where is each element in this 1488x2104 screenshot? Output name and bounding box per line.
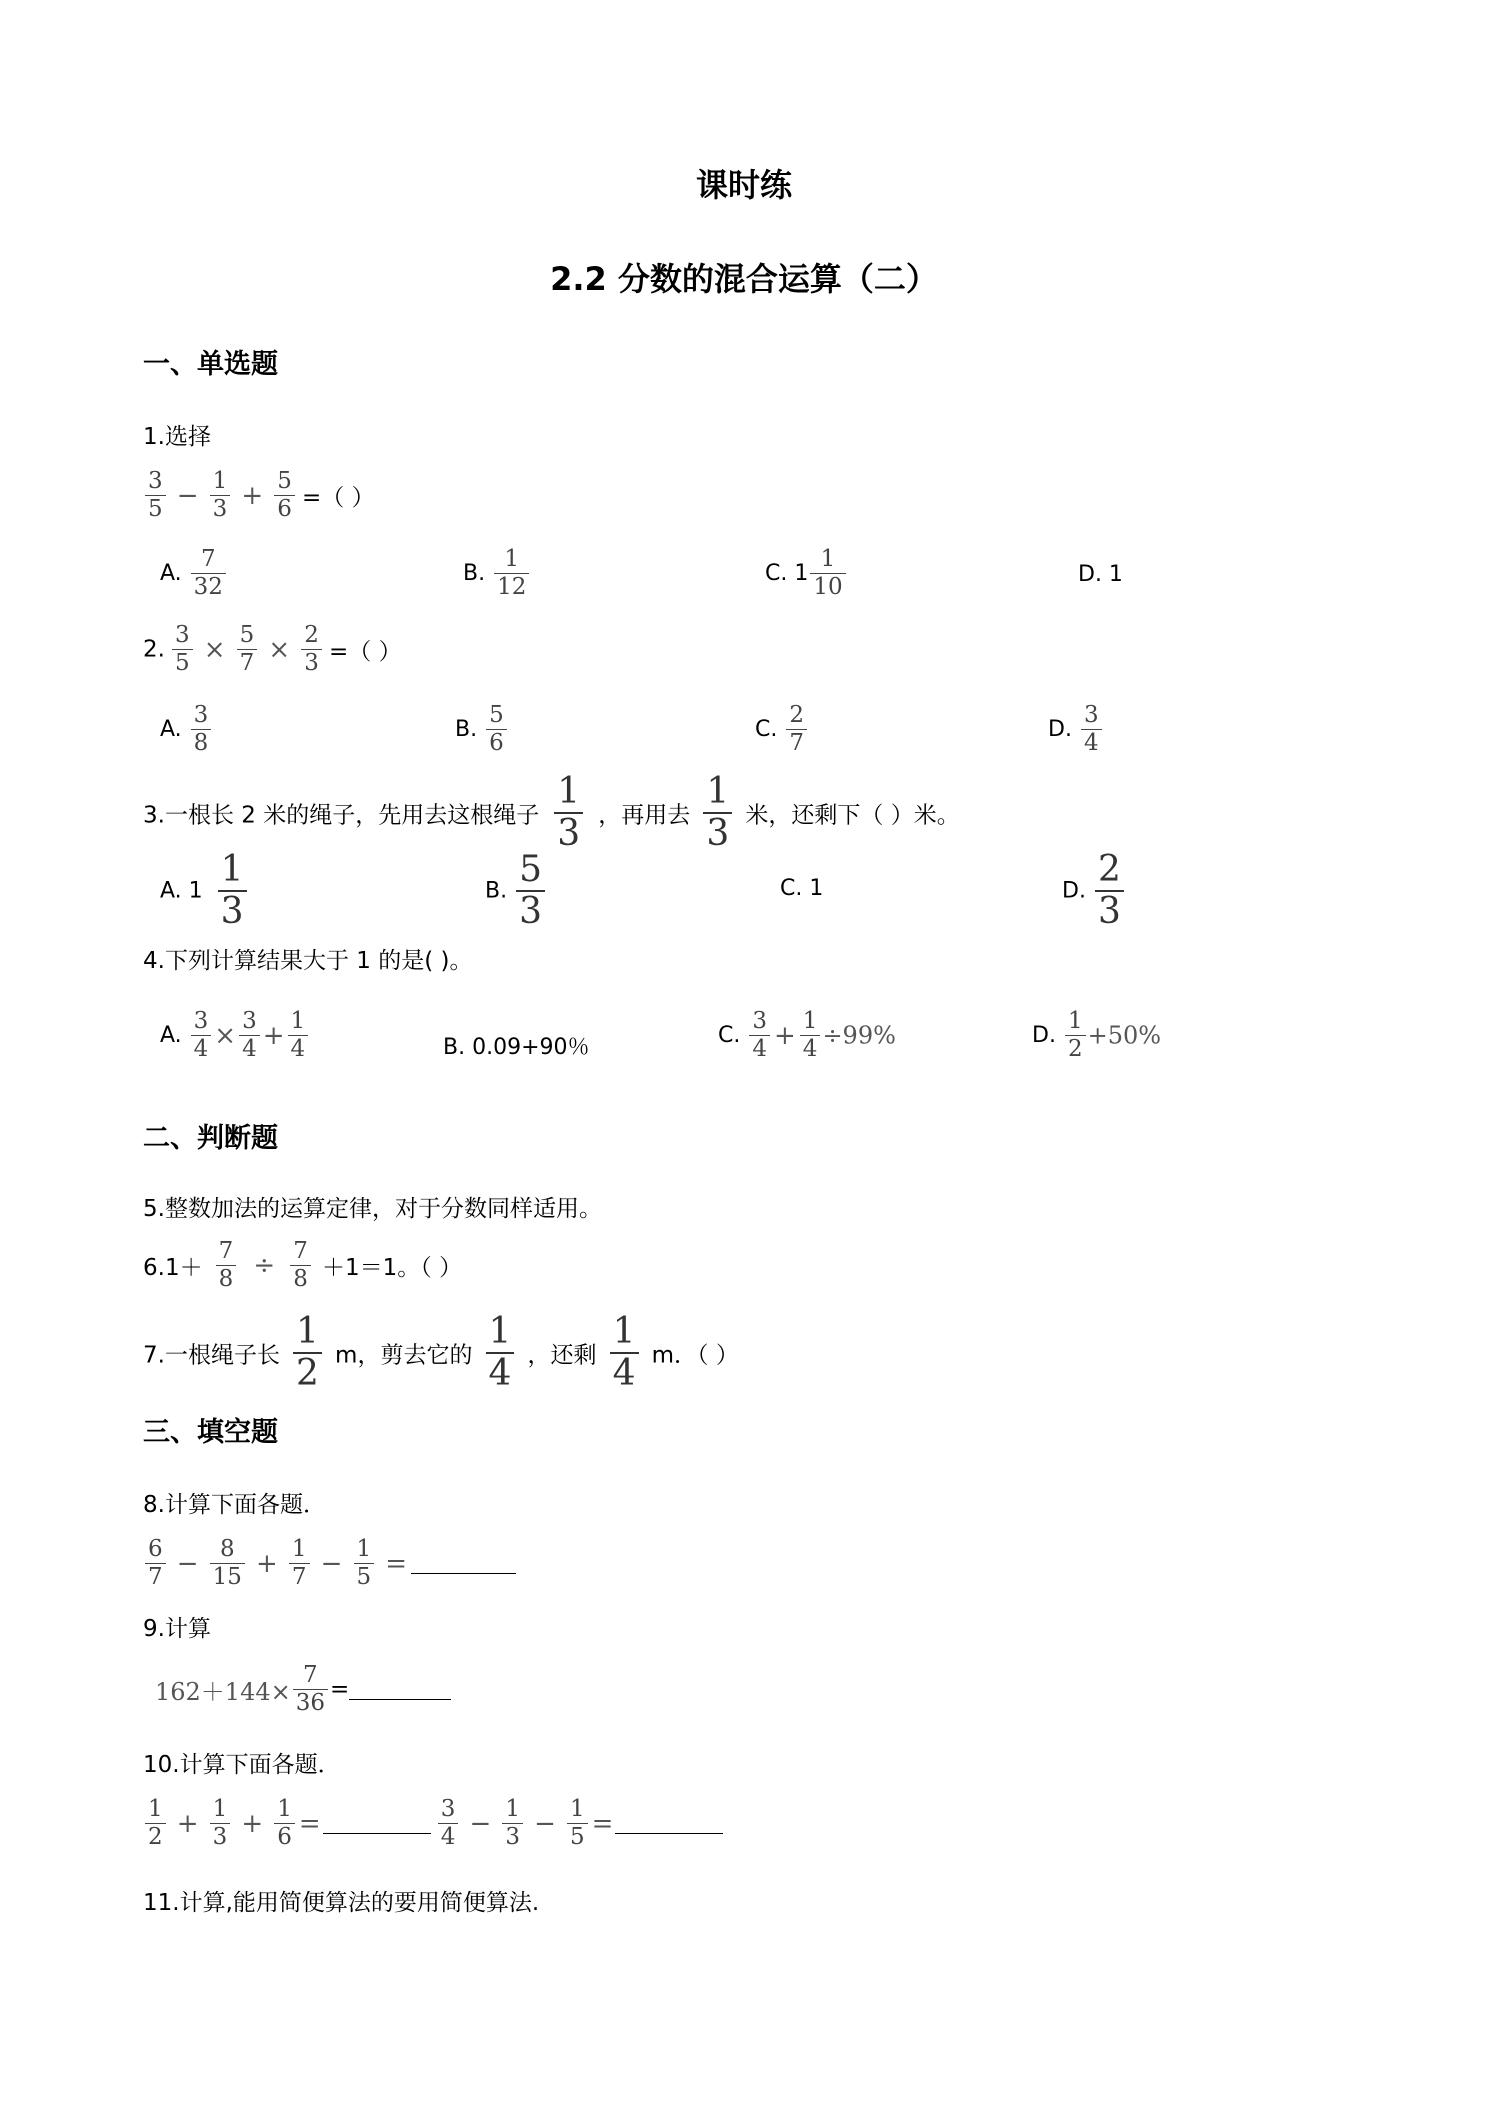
page-subtitle: 2.2 分数的混合运算（二） bbox=[550, 260, 938, 298]
question-11-prompt: 11.计算,能用简便算法的要用简便算法. bbox=[143, 1890, 540, 1916]
fraction: $\frac{3}{4}$ bbox=[239, 1010, 260, 1061]
fraction: $\frac{1}{2}$ bbox=[293, 1314, 322, 1392]
question-8-expression: $\frac{6}{7}$ − $\frac{8}{15}$ + $\frac{1}{7}$ − $\frac{1}{5}$ = bbox=[143, 1538, 516, 1589]
fraction: $\frac{1}{2}$ bbox=[1065, 1010, 1086, 1061]
fraction: $\frac{5}{6}$ bbox=[274, 470, 295, 521]
fraction: $\frac{1}{10}$ bbox=[810, 548, 845, 599]
fraction: $\frac{7}{32}$ bbox=[191, 548, 226, 599]
question-1-option-d[interactable]: D. 1 bbox=[1078, 562, 1123, 587]
question-6-expression: 6.1＋ $\frac{7}{8}$ ÷ $\frac{7}{8}$ ＋1＝1。（ ） bbox=[143, 1238, 463, 1292]
question-5-prompt: 5.整数加法的运算定律，对于分数同样适用。 bbox=[143, 1196, 602, 1222]
fraction: $\frac{1}{4}$ bbox=[288, 1010, 309, 1061]
fraction: $\frac{1}{5}$ bbox=[567, 1798, 588, 1849]
question-2-option-c[interactable]: C. $\frac{2}{7}$ bbox=[755, 704, 809, 755]
fraction: $\frac{1}{4}$ bbox=[610, 1314, 639, 1392]
fraction: $\frac{3}{4}$ bbox=[1081, 704, 1102, 755]
question-1-prompt: 1.选择 bbox=[143, 424, 211, 450]
fraction: $\frac{1}{7}$ bbox=[289, 1538, 310, 1589]
fraction: $\frac{1}{3}$ bbox=[502, 1798, 523, 1849]
question-4-option-c[interactable]: C. $\frac{3}{4}$ + $\frac{1}{4}$ ÷99% bbox=[718, 1008, 896, 1062]
fraction: $\frac{5}{7}$ bbox=[237, 624, 258, 675]
question-3-option-c[interactable]: C. 1 bbox=[780, 876, 824, 901]
question-2-option-d[interactable]: D. $\frac{3}{4}$ bbox=[1048, 704, 1104, 755]
fraction: $\frac{3}{4}$ bbox=[191, 1010, 212, 1061]
fraction: $\frac{7}{8}$ bbox=[216, 1240, 237, 1291]
question-3-prompt: 3.一根长 2 米的绳子，先用去这根绳子 $\frac{1}{3}$ ，再用去 $\frac{1}{3}$ 米，还剩下（ ）米。 bbox=[143, 771, 960, 854]
question-8-prompt: 8.计算下面各题． bbox=[143, 1492, 326, 1518]
fraction: $\frac{1}{2}$ bbox=[145, 1798, 166, 1849]
question-7-prompt: 7.一根绳子长 $\frac{1}{2}$ m，剪去它的 $\frac{1}{4}$ ，还剩 $\frac{1}{4}$ m．（ ） bbox=[143, 1311, 739, 1394]
question-2-expression: 2. $\frac{3}{5}$ × $\frac{5}{7}$ × $\frac{2}{3}$ =（ ） bbox=[143, 622, 402, 676]
question-9-expression: 162＋144× $\frac{7}{36}$ = bbox=[155, 1664, 451, 1715]
fraction: $\frac{1}{4}$ bbox=[486, 1314, 515, 1392]
section-heading-fill-in: 三、填空题 bbox=[143, 1417, 278, 1448]
question-4-prompt: 4.下列计算结果大于 1 的是( )。 bbox=[143, 948, 473, 974]
fraction: $\frac{3}{8}$ bbox=[191, 704, 212, 755]
question-10-prompt: 10.计算下面各题． bbox=[143, 1752, 341, 1778]
question-3-option-d[interactable]: D. $\frac{2}{3}$ bbox=[1062, 852, 1126, 930]
fraction: $\frac{2}{7}$ bbox=[786, 704, 807, 755]
question-4-option-d[interactable]: D. $\frac{1}{2}$ +50% bbox=[1032, 1008, 1162, 1062]
fraction: $\frac{3}{4}$ bbox=[749, 1010, 770, 1061]
fraction: $\frac{1}{3}$ bbox=[703, 774, 732, 852]
question-1-expression: $\frac{3}{5}$ − $\frac{1}{3}$ + $\frac{5}{6}$ =（ ） bbox=[143, 470, 375, 521]
question-3-option-b[interactable]: B. $\frac{5}{3}$ bbox=[485, 852, 547, 930]
question-4-option-a[interactable]: A. $\frac{3}{4}$ × $\frac{3}{4}$ + $\frac{1}{4}$ bbox=[160, 1010, 310, 1061]
question-9-prompt: 9.计算 bbox=[143, 1616, 211, 1642]
question-10-expression: $\frac{1}{2}$ + $\frac{1}{3}$ + $\frac{1}{6}$ = $\frac{3}{4}$ − $\frac{1}{3}$ − $\frac{1}{5}$ = bbox=[143, 1798, 723, 1849]
fraction: $\frac{1}{3}$ bbox=[210, 470, 231, 521]
fraction: $\frac{8}{15}$ bbox=[210, 1538, 245, 1589]
fraction: $\frac{3}{4}$ bbox=[438, 1798, 459, 1849]
fraction: $\frac{5}{3}$ bbox=[516, 852, 545, 930]
answer-blank[interactable] bbox=[615, 1813, 723, 1834]
answer-blank[interactable] bbox=[411, 1553, 516, 1574]
question-2-option-b[interactable]: B. $\frac{5}{6}$ bbox=[455, 704, 509, 755]
section-heading-single-choice: 一、单选题 bbox=[143, 349, 278, 380]
fraction: $\frac{1}{6}$ bbox=[274, 1798, 295, 1849]
fraction: $\frac{2}{3}$ bbox=[1095, 852, 1124, 930]
fraction: $\frac{7}{8}$ bbox=[290, 1240, 311, 1291]
fraction: $\frac{1}{5}$ bbox=[354, 1538, 375, 1589]
fraction: $\frac{1}{4}$ bbox=[800, 1010, 821, 1061]
fraction: $\frac{7}{36}$ bbox=[293, 1664, 328, 1715]
question-1-option-a[interactable]: A. $\frac{7}{32}$ bbox=[160, 548, 228, 599]
section-heading-true-false: 二、判断题 bbox=[143, 1123, 278, 1154]
question-1-option-c[interactable]: C. 1 $\frac{1}{10}$ bbox=[765, 548, 848, 599]
page-title: 课时练 bbox=[695, 166, 792, 204]
fraction: $\frac{2}{3}$ bbox=[301, 624, 322, 675]
fraction: $\frac{3}{5}$ bbox=[172, 624, 193, 675]
answer-blank[interactable] bbox=[349, 1679, 451, 1700]
question-3-option-a[interactable]: A. 1 $\frac{1}{3}$ bbox=[160, 852, 249, 930]
fraction: $\frac{6}{7}$ bbox=[145, 1538, 166, 1589]
question-1-option-b[interactable]: B. $\frac{1}{12}$ bbox=[463, 548, 531, 599]
fraction: $\frac{1}{3}$ bbox=[218, 852, 247, 930]
question-4-option-b[interactable]: B. 0.09+90％ bbox=[443, 1035, 590, 1060]
fraction: $\frac{3}{5}$ bbox=[145, 470, 166, 521]
answer-blank[interactable] bbox=[323, 1813, 431, 1834]
fraction: $\frac{1}{3}$ bbox=[554, 774, 583, 852]
fraction: $\frac{1}{3}$ bbox=[210, 1798, 231, 1849]
fraction: $\frac{1}{12}$ bbox=[494, 548, 529, 599]
fraction: $\frac{5}{6}$ bbox=[486, 704, 507, 755]
question-2-option-a[interactable]: A. $\frac{3}{8}$ bbox=[160, 704, 213, 755]
